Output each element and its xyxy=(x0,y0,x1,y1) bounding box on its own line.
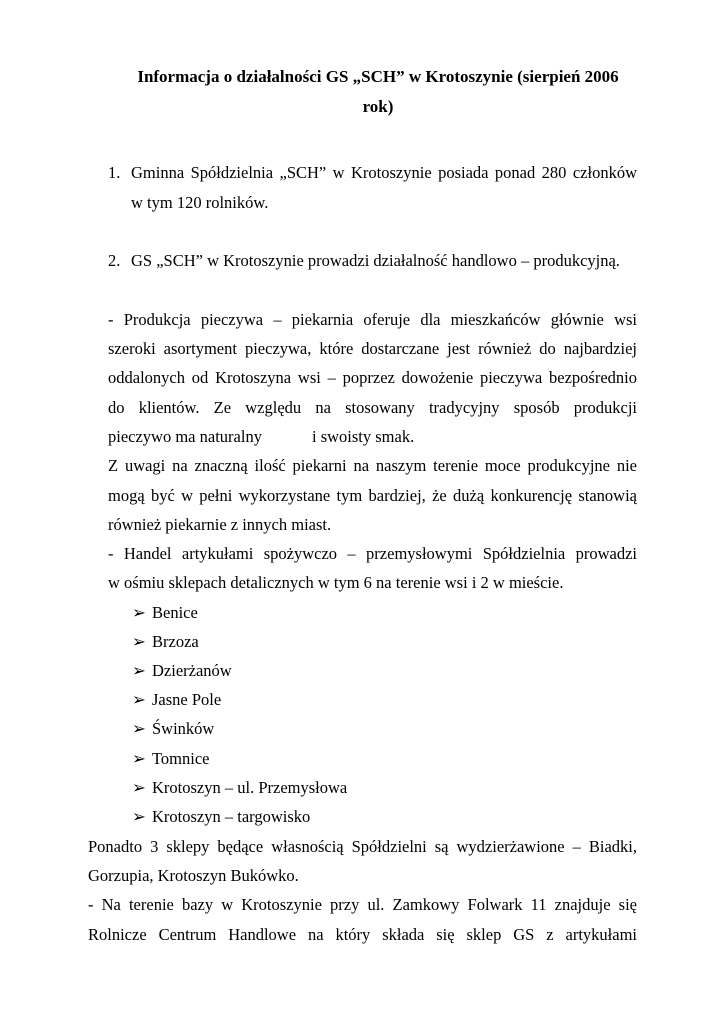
title-line-2: rok) xyxy=(362,97,394,116)
shop-name: Benice xyxy=(152,603,198,622)
item-1-line-2: w tym 120 rolników. xyxy=(131,193,269,212)
leased-line-1: Ponadto 3 sklepy będące własnością Spółdzielni są wydzierżawione – Biadki, xyxy=(88,837,637,856)
shop-list-item xyxy=(132,598,198,627)
bakery-line-5a: pieczywo ma naturalny xyxy=(108,427,262,446)
base-line-2: Rolnicze Centrum Handlowe na który składa się sklep GS z artykułami xyxy=(88,925,637,944)
item-1-line-1: Gminna Spółdzielnia „SCH” w Krotoszynie posiada ponad 280 członków xyxy=(131,163,637,182)
arrow-bullet-icon: ➢ xyxy=(132,632,146,651)
shop-list-item xyxy=(132,714,214,743)
shop-name: Jasne Pole xyxy=(152,690,222,709)
capacity-line-3: również piekarnie z innych miast. xyxy=(108,515,332,534)
shop-list-item xyxy=(132,773,347,802)
shop-name: Dzierżanów xyxy=(152,661,232,680)
shop-list-item xyxy=(132,802,310,831)
bakery-line-2: szeroki asortyment pieczywa, które dostarczane jest również do najbardziej xyxy=(108,339,637,358)
arrow-bullet-icon: ➢ xyxy=(132,690,146,709)
shop-list-item xyxy=(132,627,199,656)
shop-name: Krotoszyn – targowisko xyxy=(152,807,311,826)
bakery-line-5b: i swoisty smak. xyxy=(312,427,415,446)
arrow-bullet-icon: ➢ xyxy=(132,719,146,738)
arrow-bullet-icon: ➢ xyxy=(132,807,146,826)
leased-line-2: Gorzupia, Krotoszyn Bukówko. xyxy=(88,866,299,885)
shop-list-item xyxy=(132,656,232,685)
bakery-line-4: do klientów. Ze względu na stosowany tradycyjny sposób produkcji xyxy=(108,398,637,417)
capacity-line-1: Z uwagi na znaczną ilość piekarni na naszym terenie moce produkcyjne nie xyxy=(108,456,637,475)
trade-line-2: w ośmiu sklepach detalicznych w tym 6 na terenie wsi i 2 w mieście. xyxy=(108,573,564,592)
arrow-bullet-icon: ➢ xyxy=(132,661,146,680)
bakery-line-1: - Produkcja pieczywa – piekarnia oferuje dla mieszkańców głównie wsi xyxy=(108,310,637,329)
arrow-bullet-icon: ➢ xyxy=(132,603,146,622)
shop-list-item xyxy=(132,685,221,714)
arrow-bullet-icon: ➢ xyxy=(132,749,146,768)
item-2-line-1: GS „SCH” w Krotoszynie prowadzi działalność handlowo – produkcyjną. xyxy=(131,251,620,270)
shop-name: Tomnice xyxy=(152,749,210,768)
item-1-number: 1. xyxy=(108,163,121,182)
shop-list-item xyxy=(132,744,210,773)
shop-name: Świnków xyxy=(152,719,215,738)
bakery-line-3: oddalonych od Krotoszyna wsi – poprzez dowożenie pieczywa bezpośrednio xyxy=(108,368,637,387)
capacity-line-2: mogą być w pełni wykorzystane tym bardziej, że dużą konkurencję stanowią xyxy=(108,486,637,505)
trade-line-1: - Handel artykułami spożywczo – przemysłowymi Spółdzielnia prowadzi xyxy=(108,544,637,563)
item-2-number: 2. xyxy=(108,251,121,270)
title-line-1: Informacja o działalności GS „SCH” w Krotoszynie (sierpień 2006 xyxy=(137,67,619,86)
shop-name: Brzoza xyxy=(152,632,199,651)
arrow-bullet-icon: ➢ xyxy=(132,778,146,797)
shop-name: Krotoszyn – ul. Przemysłowa xyxy=(152,778,348,797)
document-title xyxy=(88,62,668,122)
base-line-1: - Na terenie bazy w Krotoszynie przy ul. Zamkowy Folwark 11 znajduje się xyxy=(88,895,637,914)
